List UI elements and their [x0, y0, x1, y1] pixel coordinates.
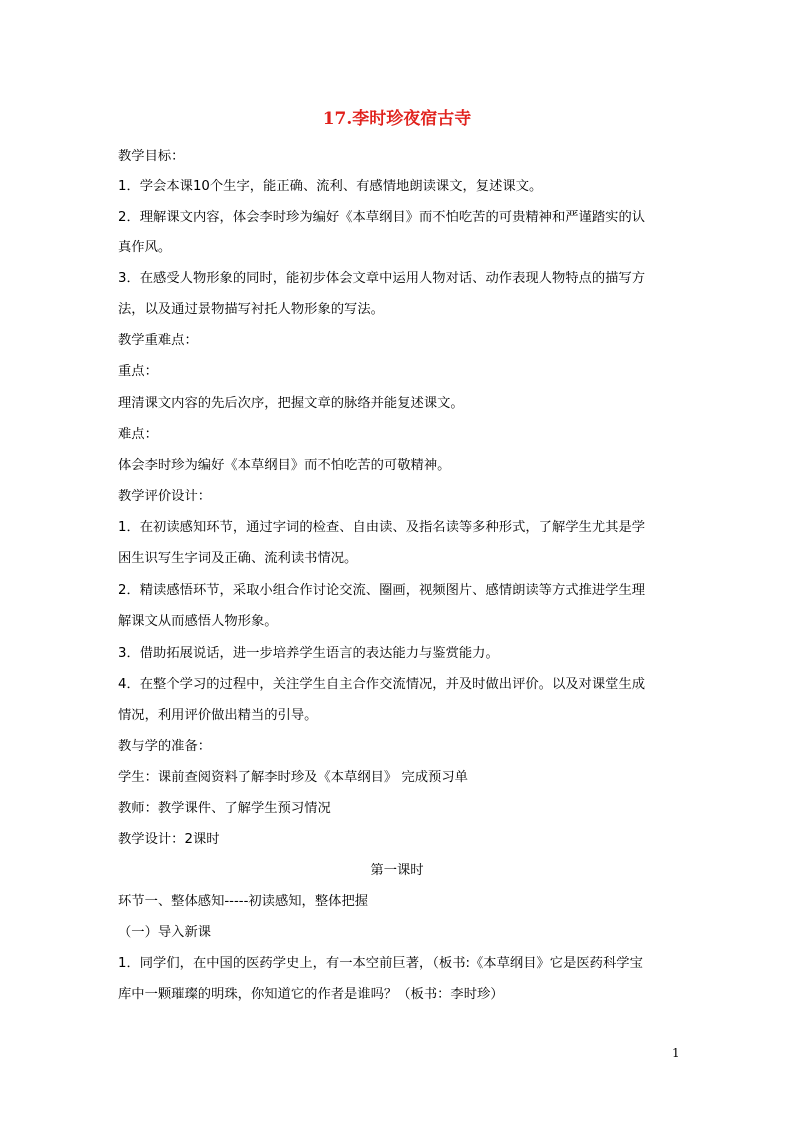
text-line: 法，以及通过景物描写衬托人物形象的写法。 [118, 302, 384, 317]
text-line: 教学设计：2课时 [118, 832, 220, 847]
text-line: 教与学的准备： [118, 739, 212, 754]
text-line: 4．在整个学习的过程中，关注学生自主合作交流情况，并及时做出评价。以及对课堂生成 [118, 677, 646, 692]
page-number: 1 [672, 1046, 680, 1060]
text-line: 难点： [118, 427, 158, 442]
page-title: 17.李时珍夜宿古寺 [322, 109, 472, 129]
text-line: 情况，利用评价做出精当的引导。 [118, 708, 318, 723]
text-line: 教学评价设计： [118, 489, 212, 504]
text-line: 教学目标： [118, 149, 185, 164]
text-line: 困生识写生字词及正确、流利读书情况。 [118, 551, 358, 566]
text-line: 体会李时珍为编好《本草纲目》而不怕吃苦的可敬精神。 [118, 458, 451, 473]
text-line: 解课文从而感悟人物形象。 [118, 614, 278, 629]
text-line: 库中一颗璀璨的明珠，你知道它的作者是谁吗？（板书：李时珍） [118, 987, 504, 1002]
text-line: 1．同学们，在中国的医药学史上，有一本空前巨著，（板书:《本草纲目》它是医药科学宝 [118, 956, 643, 971]
text-line: 教师：教学课件、了解学生预习情况 [118, 801, 331, 816]
text-line: 真作风。 [118, 240, 172, 255]
text-line: 3．在感受人物形象的同时，能初步体会文章中运用人物对话、动作表现人物特点的描写方 [118, 271, 646, 286]
text-line: 1．学会本课10个生字，能正确、流利、有感情地朗读课文，复述课文。 [118, 179, 543, 194]
text-line: 教学重难点： [118, 333, 198, 348]
text-line: 3．借助拓展说话，进一步培养学生语言的表达能力与鉴赏能力。 [118, 646, 499, 661]
text-line: （一）导入新课 [118, 925, 212, 940]
text-line: 理清课文内容的先后次序，把握文章的脉络并能复述课文。 [118, 396, 464, 411]
text-line: 2．理解课文内容，体会李时珍为编好《本草纲目》而不怕吃苦的可贵精神和严谨踏实的认 [118, 210, 646, 225]
text-line: 重点： [118, 364, 158, 379]
text-line: 学生：课前查阅资料了解李时珍及《本草纲目》 完成预习单 [118, 770, 468, 785]
text-line: 1．在初读感知环节，通过字词的检查、自由读、及指名读等多种形式，了解学生尤其是学 [118, 520, 646, 535]
text-line: 2．精读感悟环节，采取小组合作讨论交流、圈画，视频图片、感情朗读等方式推进学生理 [118, 583, 646, 598]
section-heading: 第一课时 [370, 863, 424, 878]
text-line: 环节一、整体感知-----初读感知，整体把握 [118, 894, 369, 909]
